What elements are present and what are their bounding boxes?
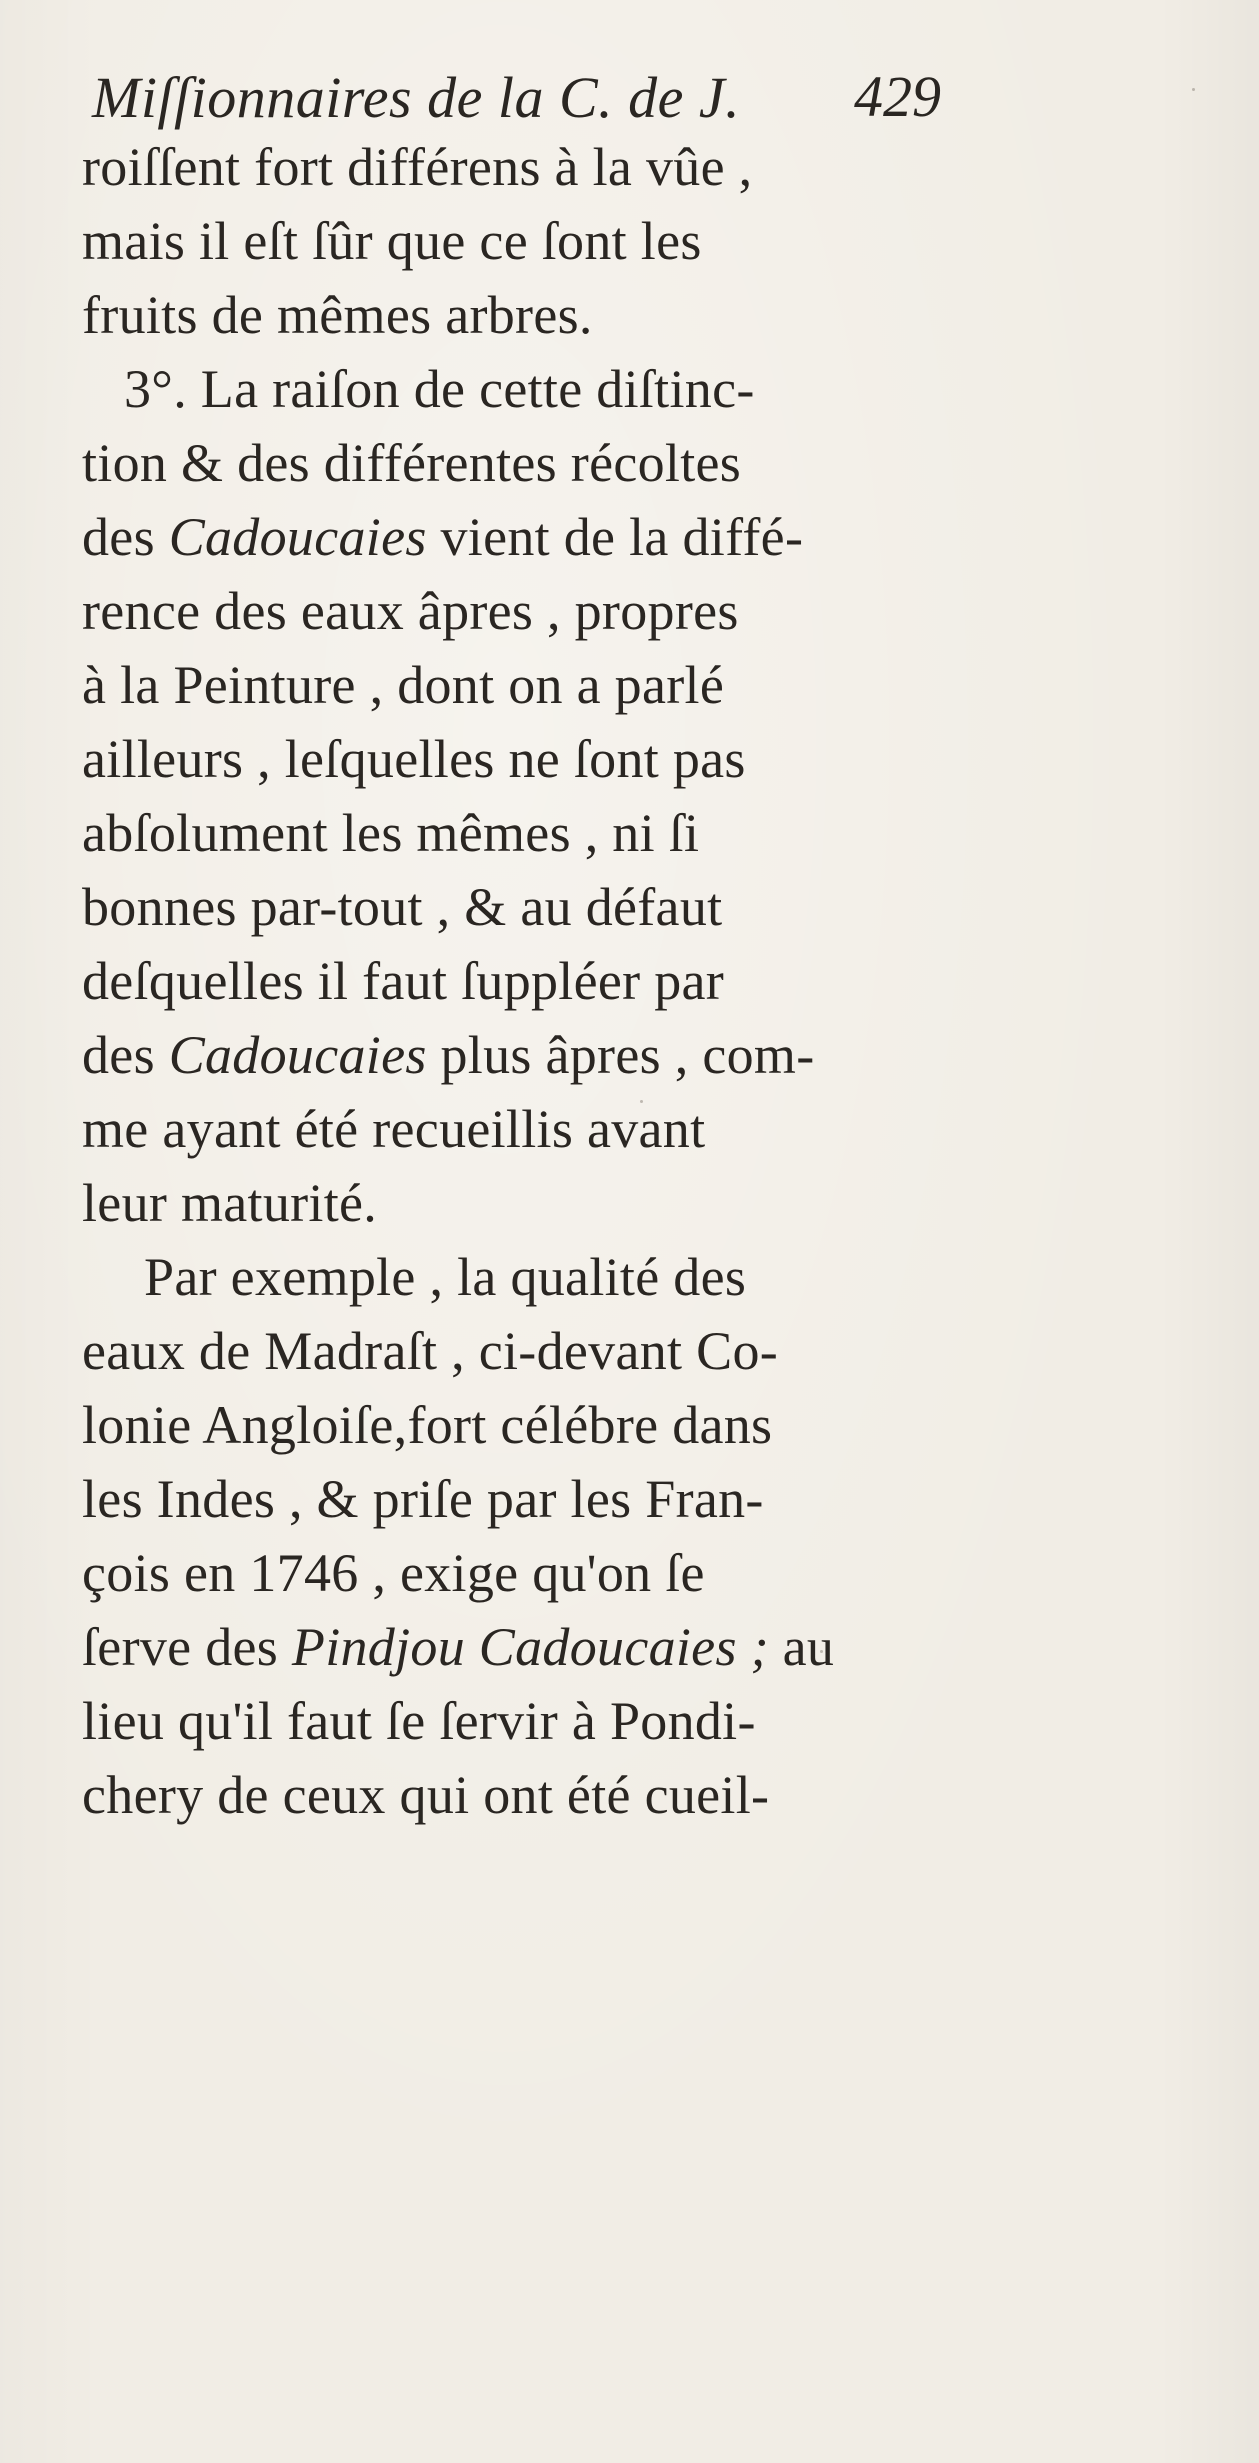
text-line: eaux de Madraſt , ci-devant Co- xyxy=(82,1321,779,1381)
text-line xyxy=(82,1018,814,1092)
text-span: plus âpres , com- xyxy=(426,1025,815,1085)
text-line: tion & des différentes récoltes xyxy=(82,433,742,493)
text-line: les Indes , & priſe par les Fran- xyxy=(82,1469,764,1529)
text-line: deſquelles il faut ſuppléer par xyxy=(82,951,725,1011)
text-span: vient de la diffé- xyxy=(426,507,804,567)
text-line: fruits de mêmes arbres. xyxy=(82,285,593,345)
text-line: roiſſent fort différens à la vûe , xyxy=(82,137,753,197)
text-line: rence des eaux âpres , propres xyxy=(82,581,739,641)
text-line: leur maturité. xyxy=(82,1173,378,1233)
text-span: ſerve des xyxy=(82,1617,292,1677)
paper-speck xyxy=(1192,88,1195,91)
running-header xyxy=(92,62,992,132)
text-line: me ayant été recueillis avant xyxy=(82,1099,706,1159)
text-span: au xyxy=(768,1617,835,1677)
italic-term: Cadoucaies xyxy=(168,1025,427,1085)
paragraph-start-line: Par exemple , la qualité des xyxy=(144,1247,747,1307)
paragraph-start-line: 3°. La raiſon de cette diſtinc- xyxy=(124,359,755,419)
running-title: Miſſionnaires de la C. de J. xyxy=(92,65,741,130)
text-line: ailleurs , leſquelles ne ſont pas xyxy=(82,729,746,789)
text-line: bonnes par-tout , & au défaut xyxy=(82,877,723,937)
text-line: abſolument les mêmes , ni ſi xyxy=(82,803,700,863)
text-line: à la Peinture , dont on a parlé xyxy=(82,655,725,715)
text-line xyxy=(82,1610,834,1684)
text-span: des xyxy=(82,507,169,567)
text-line xyxy=(82,500,803,574)
text-line: çois en 1746 , exige qu'on ſe xyxy=(82,1543,705,1603)
text-line: lonie Angloiſe,fort célébre dans xyxy=(82,1395,773,1455)
text-span: des xyxy=(82,1025,169,1085)
text-line: mais il eſt ſûr que ce ſont les xyxy=(82,211,702,271)
paper-speck xyxy=(640,1100,643,1103)
text-line: lieu qu'il faut ſe ſervir à Pondi- xyxy=(82,1691,756,1751)
italic-term: Cadoucaies xyxy=(168,507,427,567)
text-line: chery de ceux qui ont été cueil- xyxy=(82,1765,770,1825)
italic-term: Pindjou Cadoucaies ; xyxy=(291,1617,769,1677)
paper-speck xyxy=(820,1650,823,1653)
page-number: 429 xyxy=(854,64,941,129)
